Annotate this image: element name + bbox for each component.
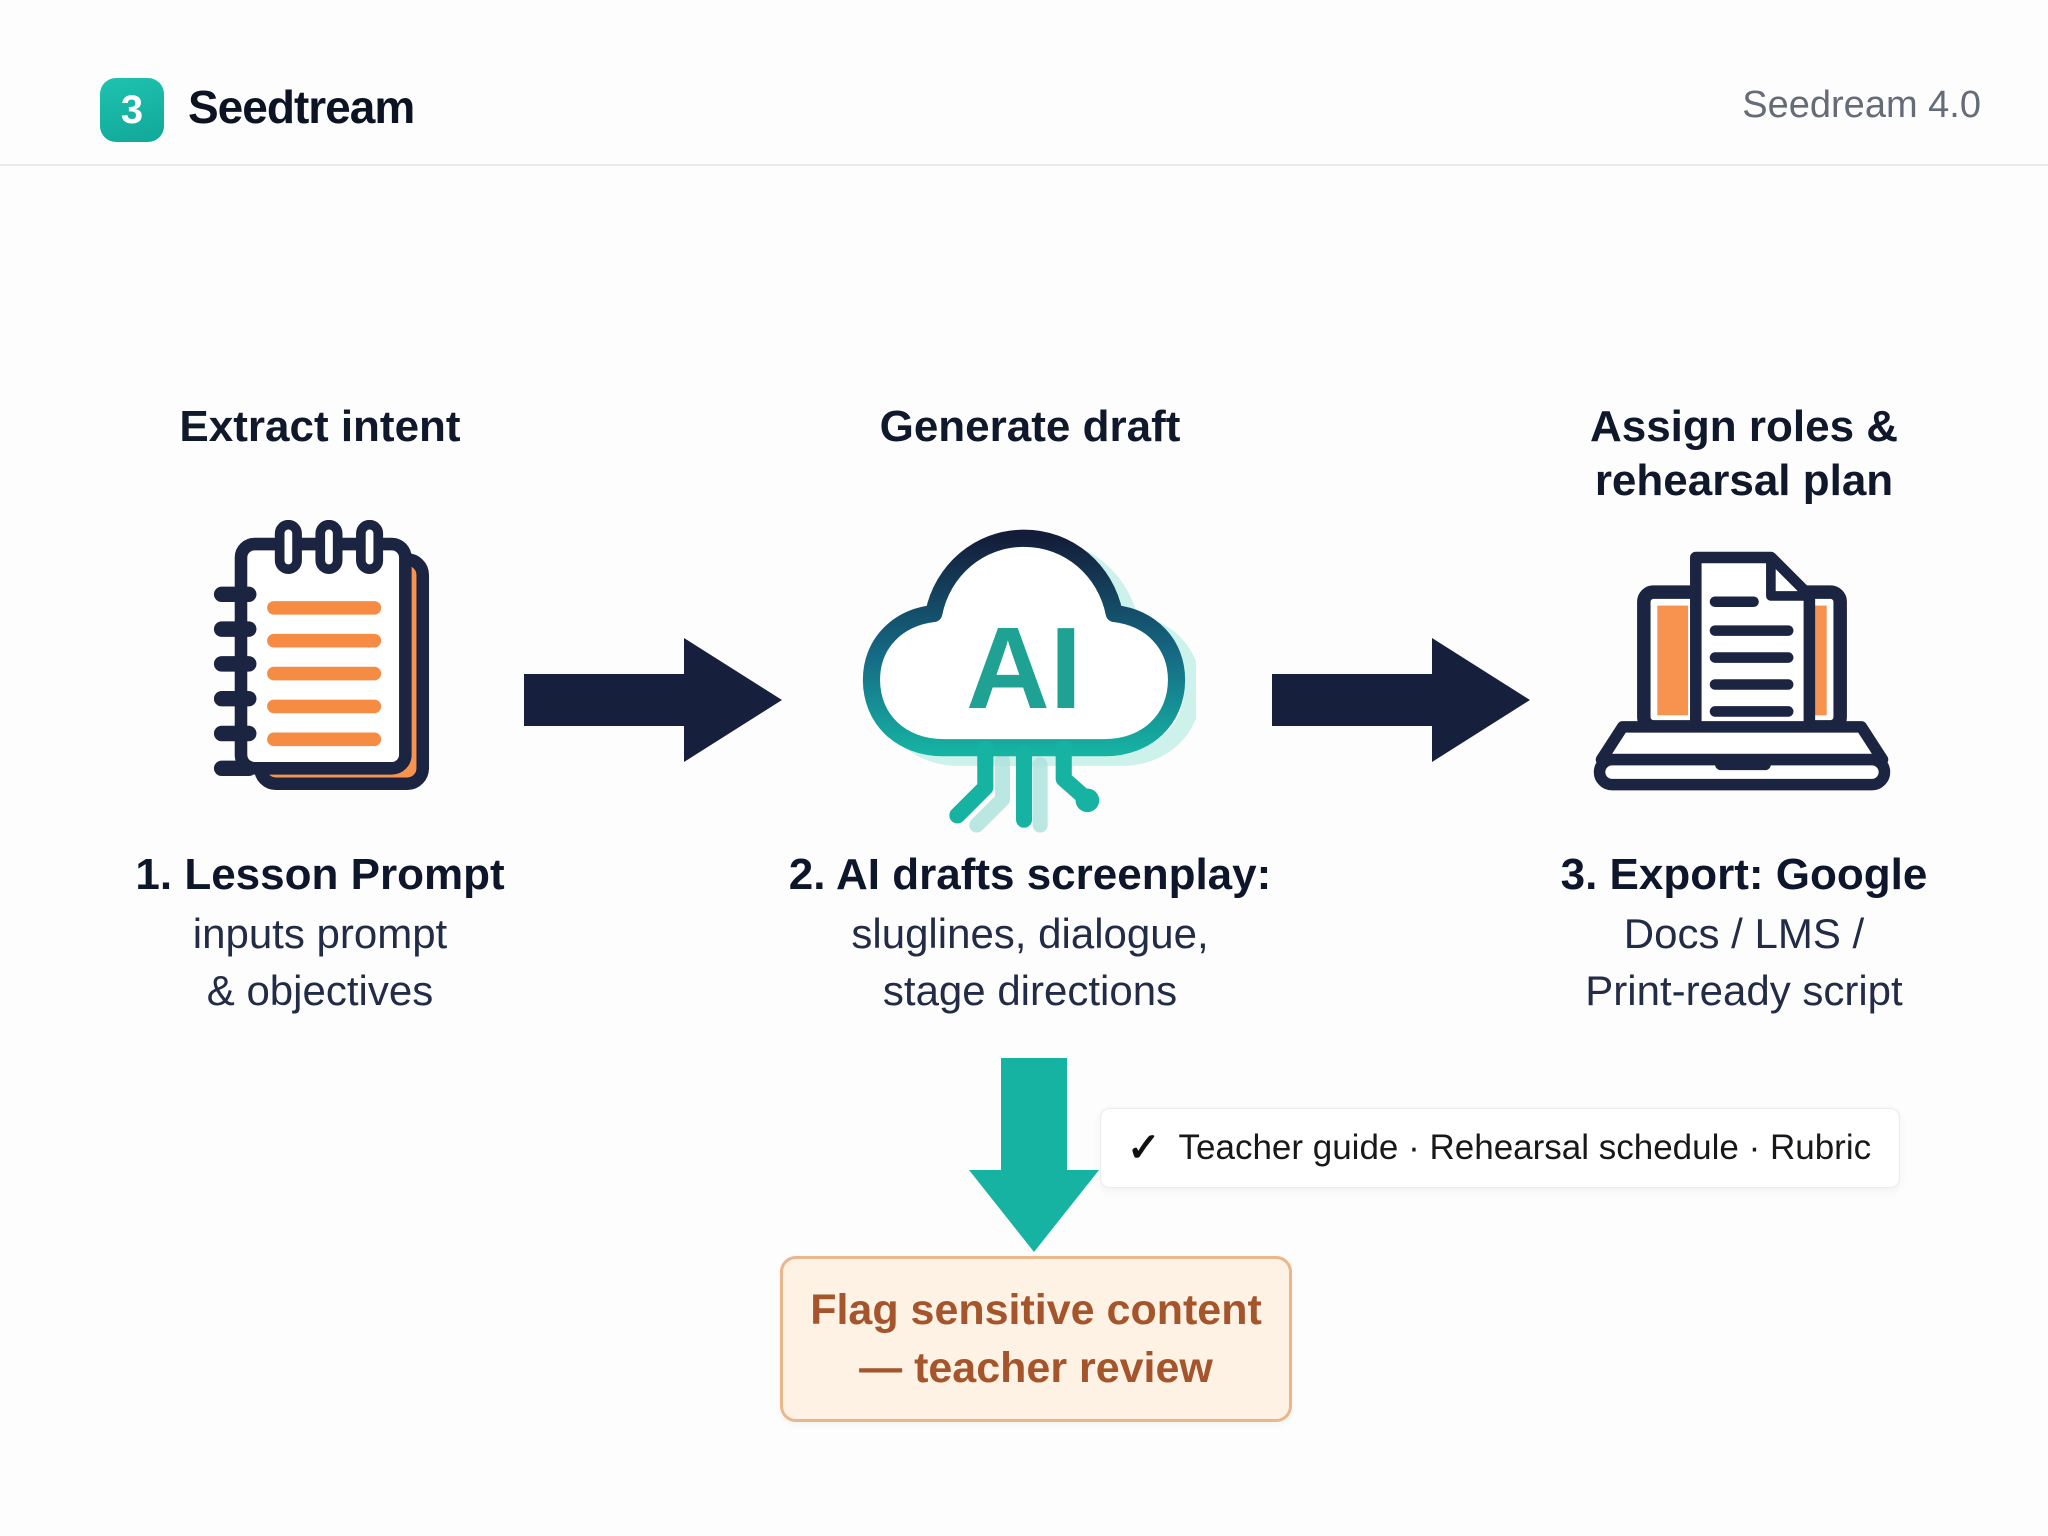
brand-name: Seedtream [188,81,415,133]
step1-line1: inputs prompt [192,910,448,957]
step3-line1: Docs / LMS / [1623,910,1865,957]
laptop-script-icon [1588,542,1896,802]
flow-arrow-2-icon [1272,632,1532,768]
brand-logo-number: 3 [120,87,144,132]
flag-note-line1: Flag sensitive content [810,1286,1262,1334]
version-label: Seedream 4.0 [1742,84,1981,126]
step1-title: 1. Lesson Prompt [135,850,505,899]
flow-arrow-1-icon [524,632,784,768]
step3-heading [1484,400,2004,508]
flag-note-line2: — teacher review [859,1344,1213,1392]
step3-heading-line1: Assign roles & [1589,402,1899,451]
step3-title: 3. Export: Google [1560,850,1928,899]
step2-heading: Generate draft [879,402,1181,451]
step1-heading: Extract intent [179,402,461,451]
step2-line1: sluglines, dialogue, [851,910,1209,957]
notepad-icon [212,520,444,802]
script-document [1696,557,1810,738]
ai-cloud-icon [852,506,1196,839]
laptop-base [1600,727,1885,785]
brand-logo [100,78,164,142]
checkmark-icon: ✓ [1127,1126,1161,1170]
step2-text [750,845,1310,1019]
step3-line2: Print-ready script [1585,967,1903,1014]
step1-line2: & objectives [206,967,434,1014]
deliverables-strip [1100,1108,1900,1188]
step3-heading-line2: rehearsal plan [1594,456,1894,505]
notepad-top-rings [280,525,379,569]
circuit-pin-dot [1076,789,1100,813]
step2-line2: stage directions [882,967,1178,1014]
flag-note-box [780,1256,1292,1422]
header-divider [0,164,2048,166]
step1-text [40,845,600,1019]
cloud-ai-label: AI [966,602,1082,733]
down-arrow-icon [968,1058,1100,1253]
deliverables-label: Teacher guide · Rehearsal schedule · Rubric [1178,1128,1872,1167]
step2-title: 2. AI drafts screenplay: [788,850,1272,899]
step3-text [1464,845,2024,1019]
